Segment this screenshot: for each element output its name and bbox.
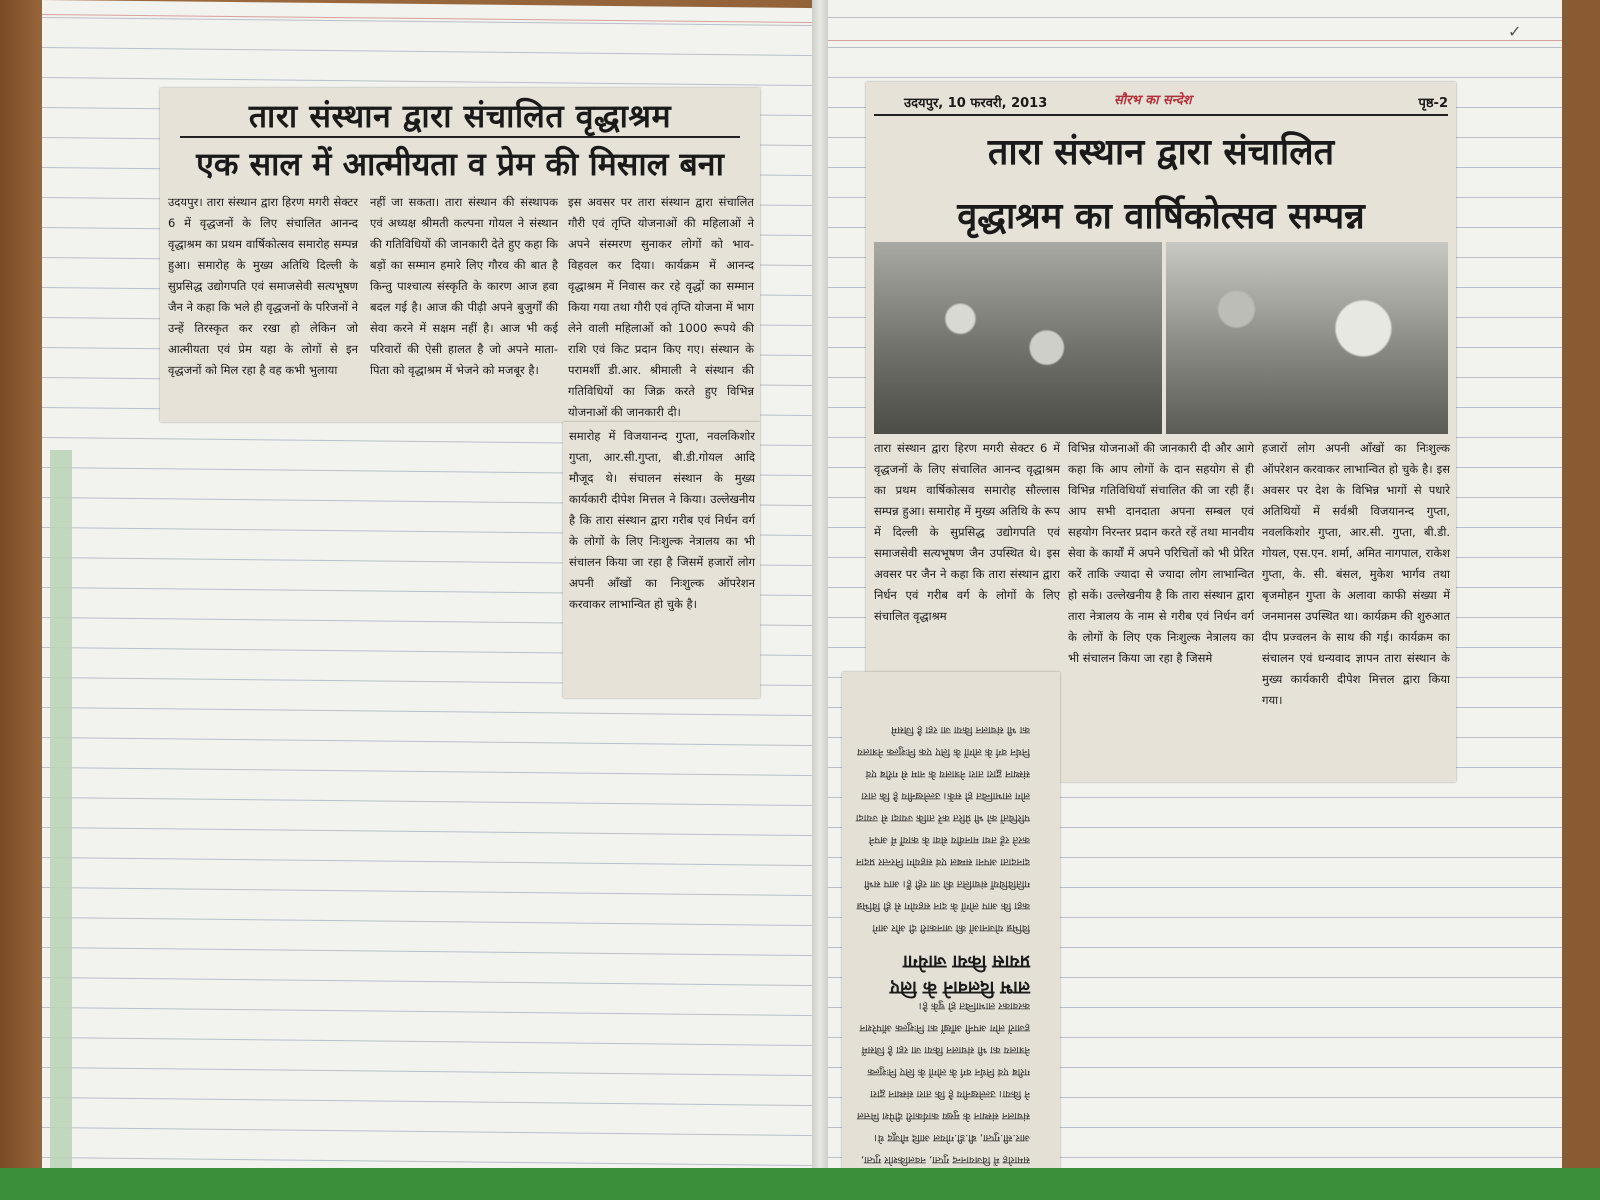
right-clipping-column-3: हजारों लोग अपनी आँखों का निःशुल्क ऑपरेशन करवाकर लाभान्वित हो चुके है। इस अवसर पर देश के विभिन्न भागों से पधारे अतिथियों में सर्वश्री विजयानन्द गुप्ता, नवलकिशोर गुप्ता, आर.सी. गुप्ता, बी.डी. गोयल, एस.एन. शर्मा, अमित नागपाल, राकेश गुप्ता, के. सी. बंसल, मुकेश भार्गव तथा बृजमोहन गुप्ता के अलावा काफी संख्या में जनमानस उपस्थित था। कार्यक्रम की शुरुआत दीप प्रज्वलन के साथ की गई। कार्यक्रम का संचालन एवं धन्यवाद ज्ञापन तारा संस्थान के मुख्य कार्यकारी दीपेश मित्तल द्वारा किया गया।	[1262, 441, 1450, 707]
left-clipping-column-3b: समारोह में विजयानन्द गुप्ता, नवलकिशोर गुप्ता, आर.सी.गुप्ता, बी.डी.गोयल आदि मौजूद थे। संचालन संस्थान के मुख्य कार्यकारी दीपेश मित्तल ने किया। उल्लेखनीय है कि तारा संस्थान द्वारा गरीब एवं निर्धन वर्ग के लोगों के लिए निःशुल्क नेत्रालय का भी संचालन किया जा रहा है जिसमें हजारों लोग अपनी आँखों का निःशुल्क ऑपरेशन करवाकर लाभान्वित हो चुके है।	[569, 429, 755, 611]
inverted-headline-1: लाभ दिलवाने के लिए	[889, 977, 1030, 998]
inverted-fragment-content	[842, 672, 1060, 1178]
left-clipping-headline-1: तारा संस्थान द्वारा संचालित वृद्धाश्रम	[248, 97, 672, 135]
photo-ceremony	[1166, 242, 1448, 434]
left-clipping-column-1: उदयपुर। तारा संस्थान द्वारा हिरण मगरी सेक्टर 6 में वृद्धजनों के लिए संचालित आनन्द वृद्धाश्रम का प्रथम वार्षिकोत्सव समारोह सम्पन्न हुआ। समारोह के मुख्य अतिथि दिल्ली के सुप्रसिद्ध उद्योगपति एवं समाजसेवी सत्यभूषण जैन ने कहा कि भले ही वृद्धजनों के परिजनों ने उन्हें तिरस्कृत कर रखा हो लेकिन जो आत्मीयता एवं प्रेम यहा के लोगों से इन वृद्धजनों को मिल रहा है वह कभी भुलाया	[168, 195, 358, 377]
left-clipping-column-3: इस अवसर पर तारा संस्थान द्वारा संचालित गौरी एवं तृप्ति योजनाओं की महिलाओं ने अपने संस्मरण सुनाकर लोगों को भाव-विहवल कर दिया। कार्यक्रम में आनन्द वृद्धाश्रम में निवास कर रहे वृद्धों का सम्मान किया गया तथा गौरी एवं तृप्ति योजना में भाग लेने वाली महिलाओं को 1000 रूपये की राशि एवं किट प्रदान किए गए। संस्थान के परामर्शी डी.आर. श्रीमाली ने संस्थान की गतिविधियों का जिक्र करते हुए विभिन्न योजनाओं की जानकारी दी।	[568, 195, 754, 419]
inverted-clipping-fragment	[842, 672, 1060, 1178]
right-clipping-column-2: विभिन्न योजनाओं की जानकारी दी और आगे कहा कि आप लोगों के दान सहयोग से ही विभिन्न गतिविधियाँ संचालित की जा रही हैं। आप सभी दानदाता अपना सम्बल एवं सहयोग निरन्तर प्रदान करते रहें तथा मानवीय सेवा के कार्यों में अपने परिचितों को भी प्रेरित करें ताकि ज्यादा से ज्यादा लोग लाभान्वित हो सकें। उल्लेखनीय है कि तारा संस्थान द्वारा तारा नेत्रालय के नाम से गरीब एवं निर्धन वर्ग के लोगों के लिए एक निःशुल्क नेत्रालय का भी संचालन किया जा रहा है जिसमे	[1068, 441, 1254, 665]
left-clipping-column-2: नहीं जा सकता। तारा संस्थान की संस्थापक एवं अध्यक्ष श्रीमती कल्पना गोयल ने संस्थान की गतिविधियों की जानकारी देते हुए कहा कि बड़ों का सम्मान हमारे लिए गौरव की बात है किन्तु पाश्चात्य संस्कृति के कारण आज हवा बदल गई है। आज की पीढ़ी अपने बुजुर्गों की सेवा करने में सक्षम नहीं है। आज भी कई परिवारों की ऐसी हालत है जो अपने माता-पिता को वृद्धाश्रम में भेजने को मजबूर है।	[370, 195, 558, 377]
right-clipping-headline-2: वृद्धाश्रम का वार्षिकोत्सव सम्पन्न	[957, 195, 1365, 237]
newspaper-header-bar	[874, 90, 1448, 116]
headline-rule	[180, 136, 740, 138]
photo-audience	[874, 242, 1162, 434]
inverted-column-text-top: समारोह में विजयानन्द गुप्ता, नवलकिशोर गुप्ता, आर.सी.गुप्ता, बी.डी.गोयल आदि मौजूद थे। संचालन संस्थान के मुख्य कार्यकारी दीपेश मित्तल ने किया। उल्लेखनीय है कि तारा संस्थान द्वारा गरीब एवं निर्धन वर्ग के लोगों के लिए निःशुल्क नेत्रालय का भी संचालन किया जा रहा है जिसमें हजारों लोग अपनी आँखों का निःशुल्क ऑपरेशन करवाकर लाभान्वित हो चुके है।	[856, 1000, 1030, 1165]
inverted-headline-2: प्रयास किया जायेगा	[903, 951, 1030, 972]
green-paper-edge	[50, 450, 72, 1170]
right-clipping-column-1: तारा संस्थान द्वारा हिरण मगरी सेक्टर 6 में वृद्धजनों के लिए संचालित आनन्द वृद्धाश्रम का प्रथम वार्षिकोत्सव समारोह सौल्लास सम्पन्न हुआ। समारोह में मुख्य अतिथि के रूप में दिल्ली के सुप्रसिद्ध उद्योगपति एवं समाजसेवी सत्यभूषण जैन उपस्थित थे। इस अवसर पर जैन ने कहा कि तारा संस्थान द्वारा निर्धन एवं गरीब वर्ग के लोगों के लिए संचालित वृद्धाश्रम	[874, 441, 1060, 623]
left-news-clipping-continuation	[563, 422, 760, 698]
right-clipping-headline-1: तारा संस्थान द्वारा संचालित	[987, 131, 1335, 173]
green-surface-edge	[0, 1168, 1600, 1200]
page-margin-line	[822, 40, 1562, 41]
dateline: उदयपुर, 10 फरवरी, 2013	[904, 96, 1048, 111]
inverted-column-text: विभिन्न योजनाओं की जानकारी दी और आगे कहा कि आप लोगों के दान सहयोग से ही विभिन्न गतिविधियाँ संचालित की जा रही हैं। आप सभी दानदाता अपना सम्बल एवं सहयोग निरन्तर प्रदान करते रहें तथा मानवीय सेवा के कार्यों में अपने परिचितों को भी प्रेरित करें ताकि ज्यादा से ज्यादा लोग लाभान्वित हो सकें। उल्लेखनीय है कि तारा संस्थान द्वारा तारा नेत्रालय के नाम से गरीब एवं निर्धन वर्ग के लोगों के लिए एक निःशुल्क नेत्रालय का भी संचालन किया जा रहा है जिसमे	[855, 724, 1030, 933]
left-news-clipping	[160, 88, 760, 422]
checkmark-icon: ✓	[1508, 22, 1522, 41]
notebook-spine	[812, 0, 828, 1170]
left-clipping-headline-2: एक साल में आत्मीयता व प्रेम की मिसाल बना	[196, 145, 724, 183]
page-margin-line	[42, 14, 818, 23]
page-number: पृष्ठ-2	[1418, 96, 1448, 111]
handwritten-note: सौरभ का सन्देश	[1114, 93, 1192, 108]
